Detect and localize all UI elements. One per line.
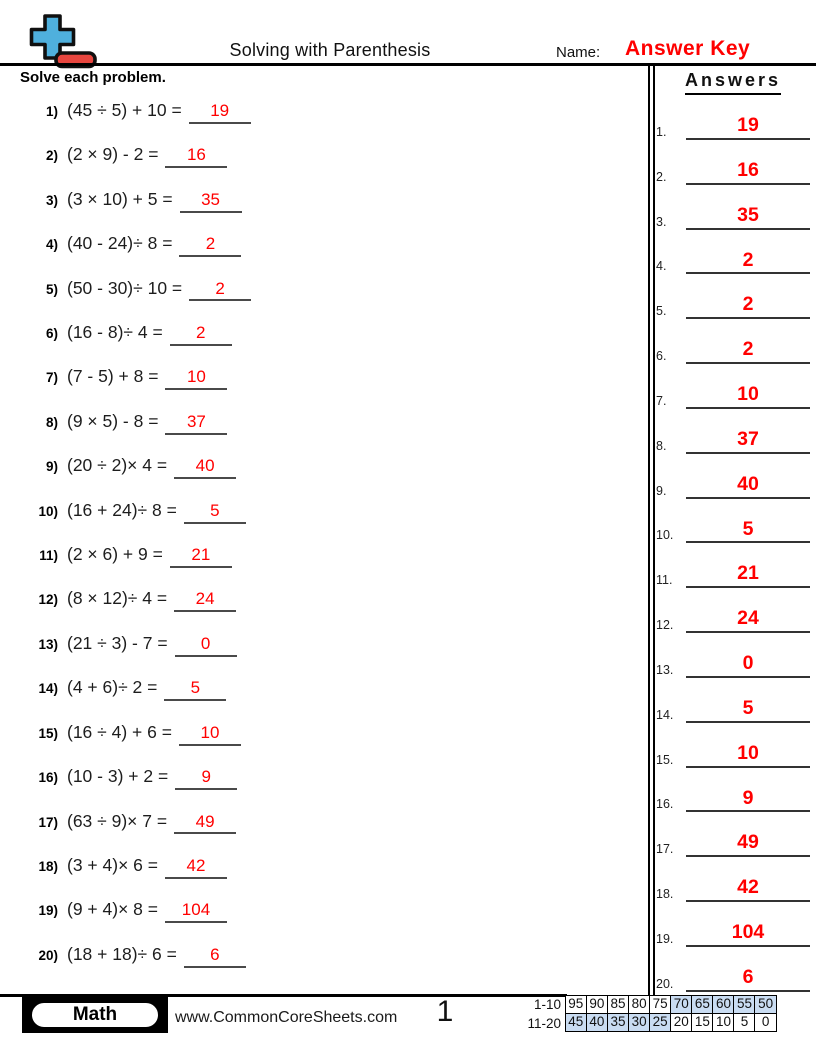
problem-number: 5) — [45, 281, 58, 297]
problem-expression: (9 × 5) - 8 = — [67, 410, 159, 431]
problem-row — [20, 100, 635, 130]
answer-item-value: 10 — [686, 744, 810, 768]
problem-answer-blank: 19 — [189, 102, 251, 124]
problem-number: 7) — [45, 370, 58, 386]
problem-answer-blank: 10 — [179, 724, 241, 746]
problem-expression: (63 ÷ 9)× 7 = — [67, 810, 168, 831]
answer-item-number: 8. — [656, 438, 667, 453]
problem-answer-blank: 35 — [180, 191, 242, 213]
problem-row — [20, 500, 635, 530]
answer-item-value: 2 — [686, 295, 810, 319]
page-number: 1 — [436, 995, 454, 1028]
answer-item — [656, 467, 810, 499]
problem-answer-blank: 104 — [165, 901, 227, 923]
score-cell: 0 — [754, 1013, 777, 1032]
problem-row — [20, 855, 635, 885]
answer-item-value: 5 — [686, 520, 810, 544]
answer-item-number: 2. — [656, 169, 667, 184]
answer-item-value: 6 — [686, 968, 810, 992]
answer-item-number: 15. — [656, 752, 674, 767]
problem-number: 17) — [38, 814, 58, 830]
problem-expression: (16 + 24)÷ 8 = — [67, 499, 177, 520]
problem-row — [20, 455, 635, 485]
problem-number: 16) — [38, 770, 58, 786]
problem-answer-blank: 37 — [165, 413, 227, 435]
problem-number: 14) — [38, 681, 58, 697]
score-cell: 35 — [607, 1013, 630, 1032]
answer-item-value: 9 — [686, 789, 810, 813]
problem-number: 19) — [38, 903, 58, 919]
answer-item-number: 1. — [656, 125, 667, 139]
answer-item — [656, 601, 810, 633]
problem-answer-blank: 5 — [164, 679, 226, 701]
problem-row — [20, 944, 635, 974]
answers-list — [656, 108, 810, 992]
score-cell: 60 — [712, 995, 735, 1014]
score-cell: 50 — [754, 995, 777, 1014]
problem-answer-blank: 5 — [184, 502, 246, 524]
name-label: Name: — [556, 44, 601, 61]
answers-divider — [648, 66, 655, 995]
problem-answer-blank: 40 — [174, 457, 236, 479]
answer-item-number: 18. — [656, 887, 674, 902]
answer-item — [656, 915, 810, 947]
answer-item-value: 42 — [686, 878, 810, 902]
answer-item — [656, 556, 810, 588]
answer-item-value: 2 — [686, 251, 810, 275]
subject-badge-label: Math — [30, 1001, 160, 1029]
problem-answer-blank: 6 — [184, 946, 246, 968]
score-grid-row — [524, 995, 777, 1014]
problem-expression: (3 + 4)× 6 = — [67, 854, 158, 875]
problem-number: 8) — [45, 414, 58, 430]
problem-number: 20) — [38, 947, 58, 963]
answer-item — [656, 825, 810, 857]
answer-item — [656, 870, 810, 902]
subject-badge — [22, 997, 168, 1033]
score-cell: 70 — [670, 995, 693, 1014]
problem-row — [20, 677, 635, 707]
answer-item — [656, 332, 810, 364]
problem-expression: (18 + 18)÷ 6 = — [67, 943, 177, 964]
problem-number: 4) — [45, 237, 58, 253]
answer-item-value: 24 — [686, 609, 810, 633]
problem-row — [20, 766, 635, 796]
problem-row — [20, 278, 635, 308]
problem-row — [20, 811, 635, 841]
problem-number: 9) — [45, 459, 58, 475]
answer-item-value: 0 — [686, 654, 810, 678]
problem-expression: (4 + 6)÷ 2 = — [67, 677, 158, 698]
problem-number: 13) — [38, 636, 58, 652]
answer-item-number: 20. — [656, 976, 674, 991]
score-cell: 40 — [586, 1013, 609, 1032]
answer-item-value: 19 — [686, 116, 810, 140]
score-cell: 5 — [733, 1013, 756, 1032]
problem-expression: (45 ÷ 5) + 10 = — [67, 100, 182, 120]
problem-answer-blank: 2 — [189, 280, 251, 302]
score-cell: 65 — [691, 995, 714, 1014]
problem-number: 18) — [38, 858, 58, 874]
answer-item-value: 49 — [686, 833, 810, 857]
answer-item-number: 6. — [656, 349, 667, 364]
answer-item — [656, 198, 810, 230]
answer-item — [656, 736, 810, 768]
problem-number: 2) — [45, 148, 58, 164]
problem-number: 15) — [38, 725, 58, 741]
answer-item-number: 11. — [656, 573, 673, 588]
problem-expression: (3 × 10) + 5 = — [67, 188, 173, 209]
answer-item-value: 35 — [686, 206, 810, 230]
problem-expression: (10 - 3) + 2 = — [67, 766, 169, 787]
score-cell: 75 — [649, 995, 672, 1014]
answer-item-number: 13. — [656, 662, 674, 677]
answer-item-number: 14. — [656, 707, 674, 722]
answer-item-number: 5. — [656, 304, 667, 319]
problem-row — [20, 899, 635, 929]
problem-number: 3) — [45, 192, 58, 208]
answer-item — [656, 691, 810, 723]
answer-item — [656, 153, 810, 185]
instructions-text: Solve each problem. — [20, 69, 166, 86]
problem-number: 11) — [39, 548, 58, 564]
score-cell: 80 — [628, 995, 651, 1014]
answer-item-number: 4. — [656, 259, 667, 274]
score-cell: 85 — [607, 995, 630, 1014]
problem-answer-blank: 2 — [179, 235, 241, 257]
problem-row — [20, 722, 635, 752]
answer-item-number: 7. — [656, 393, 667, 408]
problem-expression: (8 × 12)÷ 4 = — [67, 588, 168, 609]
problem-expression: (2 × 9) - 2 = — [67, 144, 159, 165]
problem-answer-blank: 0 — [175, 635, 237, 657]
problem-expression: (21 ÷ 3) - 7 = — [67, 632, 168, 653]
score-cell: 90 — [586, 995, 609, 1014]
answer-item-number: 12. — [656, 618, 674, 633]
answer-item — [656, 780, 810, 812]
problem-expression: (9 + 4)× 8 = — [67, 899, 158, 920]
score-cell: 95 — [565, 995, 588, 1014]
problem-number: 6) — [45, 326, 58, 342]
problem-expression: (16 - 8)÷ 4 = — [67, 322, 163, 343]
problem-row — [20, 233, 635, 263]
header-divider — [0, 63, 816, 66]
problem-expression: (40 - 24)÷ 8 = — [67, 233, 173, 254]
answer-item — [656, 646, 810, 678]
problem-answer-blank: 2 — [170, 324, 232, 346]
score-grid-row — [524, 1014, 777, 1033]
answer-item — [656, 108, 810, 140]
problem-answer-blank: 16 — [165, 146, 227, 168]
answer-item-number: 3. — [656, 214, 667, 229]
problem-row — [20, 189, 635, 219]
answer-item-number: 10. — [656, 528, 674, 543]
problem-row — [20, 544, 635, 574]
problem-row — [20, 366, 635, 396]
score-range-label: 11-20 — [527, 1016, 561, 1031]
score-cell: 45 — [565, 1013, 588, 1032]
answer-item-number: 17. — [656, 842, 674, 857]
problem-answer-blank: 42 — [165, 857, 227, 879]
answers-heading-wrap — [658, 70, 808, 95]
answer-item-value: 21 — [686, 564, 810, 588]
answer-item-value: 5 — [686, 699, 810, 723]
answer-item — [656, 511, 810, 543]
problem-number: 12) — [38, 592, 58, 608]
problem-number: 1) — [45, 104, 58, 119]
problem-number: 10) — [38, 503, 58, 519]
answer-item — [656, 377, 810, 409]
score-cell: 10 — [712, 1013, 735, 1032]
answer-item — [656, 287, 810, 319]
answer-item — [656, 960, 810, 992]
score-cell: 25 — [649, 1013, 672, 1032]
problem-row — [20, 322, 635, 352]
problem-row — [20, 144, 635, 174]
answer-item — [656, 242, 810, 274]
answers-heading: Answers — [685, 70, 781, 95]
problem-answer-blank: 21 — [170, 546, 232, 568]
answer-item — [656, 422, 810, 454]
problem-expression: (2 × 6) + 9 = — [67, 544, 163, 565]
answer-item-number: 9. — [656, 483, 667, 498]
answer-item-value: 37 — [686, 430, 810, 454]
score-cell: 55 — [733, 995, 756, 1014]
page-title: Solving with Parenthesis — [229, 40, 431, 60]
answer-item-value: 104 — [686, 923, 810, 947]
problem-answer-blank: 10 — [165, 368, 227, 390]
answer-item-number: 19. — [656, 931, 674, 946]
answer-item-value: 16 — [686, 161, 810, 185]
answer-item-value: 2 — [686, 340, 810, 364]
problem-expression: (50 - 30)÷ 10 = — [67, 277, 183, 298]
problem-answer-blank: 49 — [174, 813, 236, 835]
website-text: www.CommonCoreSheets.com — [175, 1009, 398, 1026]
score-cell: 30 — [628, 1013, 651, 1032]
score-cell: 15 — [691, 1013, 714, 1032]
problem-row — [20, 411, 635, 441]
score-range-label: 1-10 — [533, 997, 561, 1012]
answer-item-value: 10 — [686, 385, 810, 409]
problem-row — [20, 588, 635, 618]
problem-answer-blank: 9 — [175, 768, 237, 790]
score-grid — [524, 995, 777, 1033]
problem-expression: (20 ÷ 2)× 4 = — [67, 455, 168, 476]
problem-row — [20, 633, 635, 663]
score-cell: 20 — [670, 1013, 693, 1032]
problem-expression: (16 ÷ 4) + 6 = — [67, 721, 172, 742]
name-value-answer-key: Answer Key — [625, 37, 751, 60]
problem-answer-blank: 24 — [174, 590, 236, 612]
problems-list — [20, 100, 635, 974]
answer-item-number: 16. — [656, 797, 674, 812]
problem-expression: (7 - 5) + 8 = — [67, 366, 159, 387]
answer-item-value: 40 — [686, 475, 810, 499]
